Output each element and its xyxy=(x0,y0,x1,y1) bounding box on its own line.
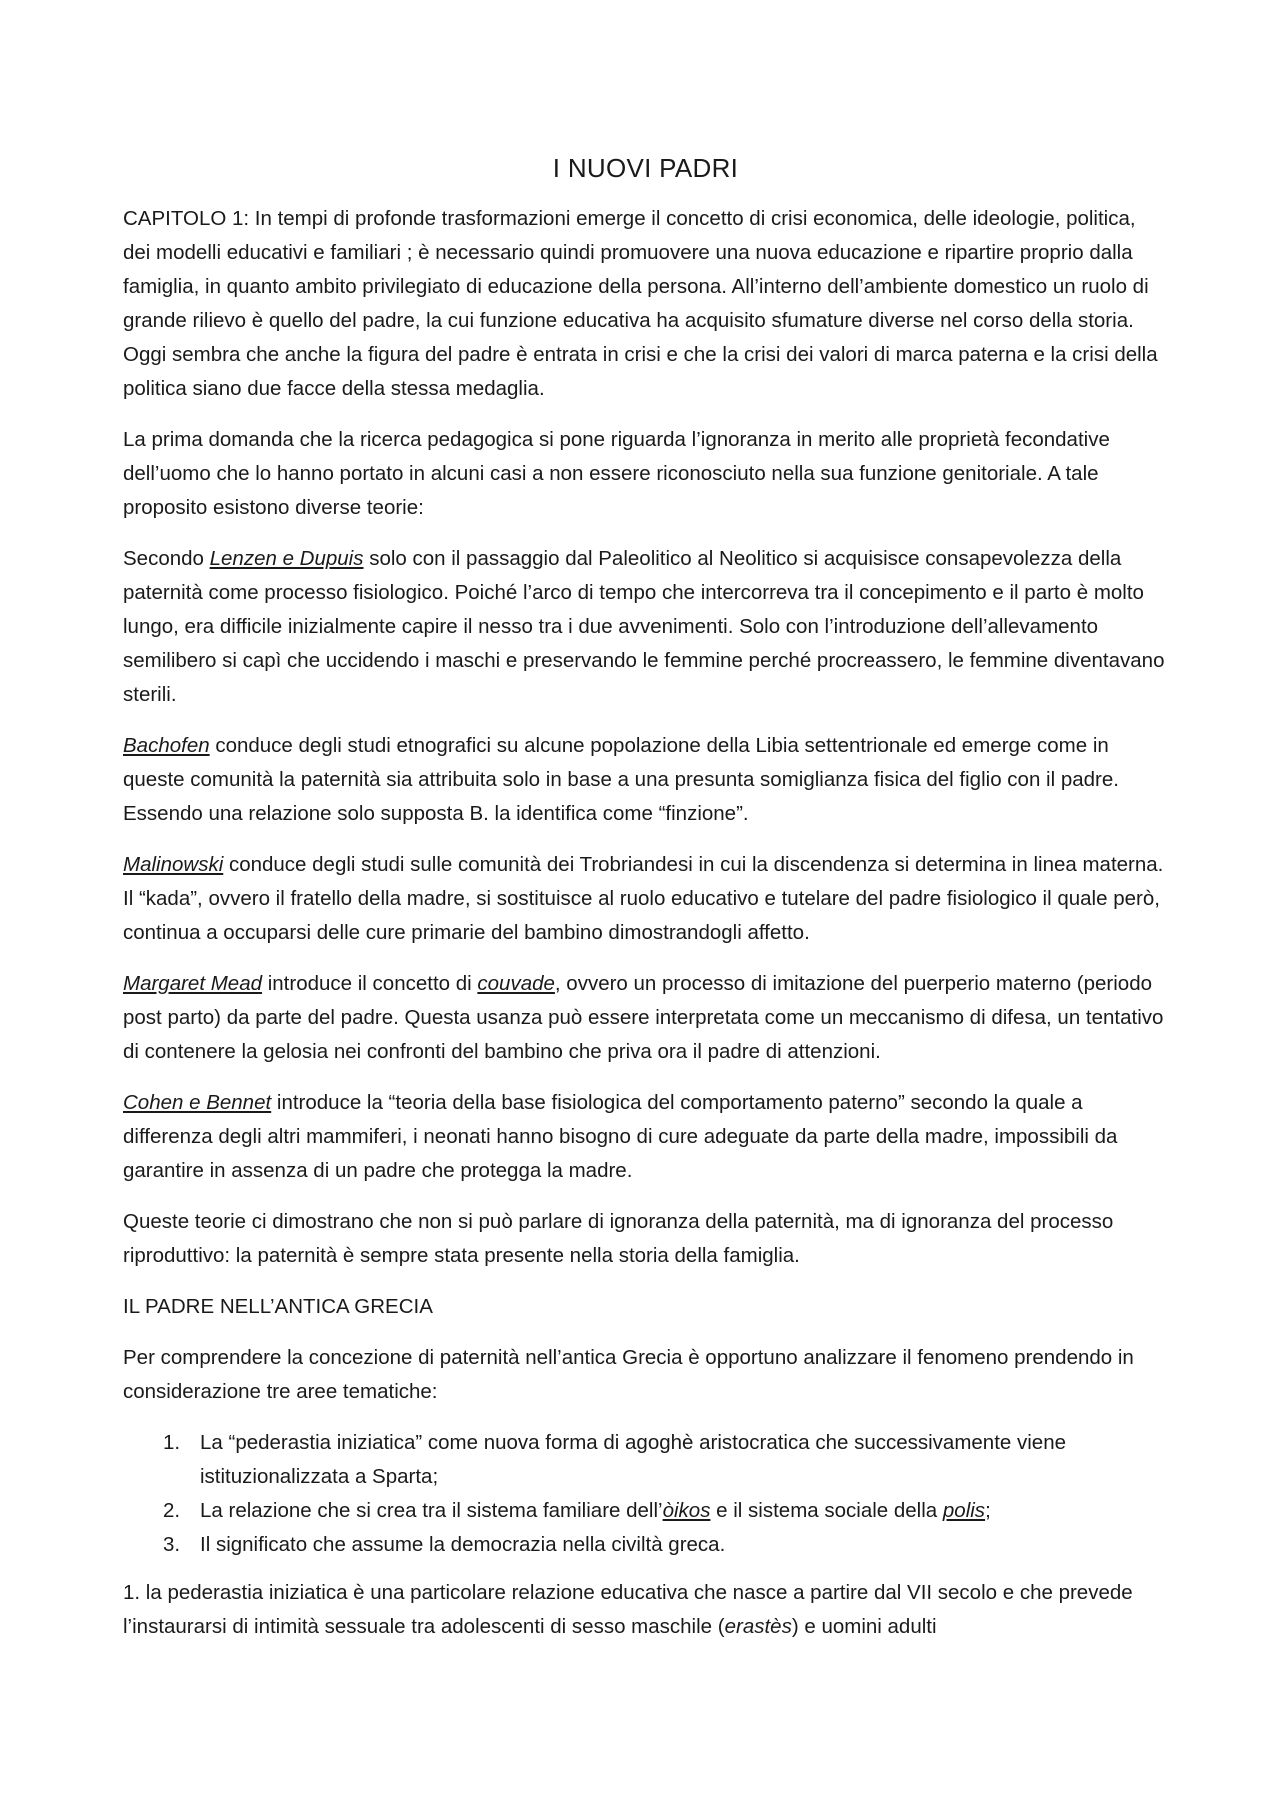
text-segment: La relazione che si crea tra il sistema familiare dell’ xyxy=(200,1499,663,1522)
page-title: I NUOVI PADRI xyxy=(552,153,739,183)
paragraph-chapter-intro: CAPITOLO 1: In tempi di profonde trasformazioni emerge il concetto di crisi economica, delle ideologie, politica, dei modelli educativi e familiari ; è necessario quindi promuovere una nuova educazione e ripartire proprio dalla famiglia, in quanto ambito privilegiato di educazione della persona. All’interno dell’ambiente domestico un ruolo di grande rilievo è quello del padre, la cui funzione educativa ha acquisito sfumature diverse nel corso della storia. Oggi sembra che anche la figura del padre è entrata in crisi e che la crisi dei valori di marca paterna e la crisi della politica siano due facce della stessa medaglia. xyxy=(123,207,1158,400)
list-item-text: La “pederastia iniziatica” come nuova forma di agoghè aristocratica che successivamente viene istituzionalizzata a Sparta; xyxy=(200,1431,1067,1488)
list-number: 2. xyxy=(163,1499,181,1522)
text-segment: ; xyxy=(985,1499,991,1522)
text-segment: , ovvero un processo di imitazione del puerperio materno (periodo post parto) da parte del padre. Questa usanza può essere interpretata come un meccanismo di difesa, un tentativo di contenere la gelosia nei confronti del bambino che priva ora il padre di attenzioni. xyxy=(123,972,1164,1063)
term: polis xyxy=(942,1499,986,1522)
author-name: Cohen e Bennet xyxy=(123,1091,272,1114)
text-segment: solo con il passaggio dal Paleolitico al Neolitico si acquisisce consapevolezza della paternità come processo fisiologico. Poiché l’arco di tempo che intercorreva tra il concepimento e il parto è molto lungo, era difficile inizialmente capire il nesso tra i due avvenimenti. Solo con l’introduzione dell’allevamento semilibero si capì che uccidendo i maschi e preservando le femmine perché procreassero, le femmine diventavano sterili. xyxy=(123,547,1165,706)
document-body xyxy=(123,150,1168,1661)
author-name: Margaret Mead xyxy=(123,972,263,995)
paragraph-margaret-mead xyxy=(123,967,1168,1069)
text-segment: Secondo xyxy=(123,547,210,570)
author-name: Lenzen e Dupuis xyxy=(209,547,364,570)
paragraph-malinowski xyxy=(123,848,1168,950)
list-item xyxy=(123,1528,1168,1562)
section-heading: IL PADRE NELL’ANTICA GRECIA xyxy=(123,1295,433,1318)
paragraph-greece-intro: Per comprendere la concezione di paternità nell’antica Grecia è opportuno analizzare il fenomeno prendendo in considerazione tre aree tematiche: xyxy=(123,1346,1134,1403)
author-name: Bachofen xyxy=(123,734,210,757)
author-name: Malinowski xyxy=(123,853,224,876)
list-number: 3. xyxy=(163,1533,181,1556)
text-segment: introduce il concetto di xyxy=(262,972,478,995)
text-segment: conduce degli studi sulle comunità dei Trobriandesi in cui la discendenza si determina in linea materna. Il “kada”, ovvero il fratello della madre, si sostituisce al ruolo educativo e tutelare del padre fisiologico il quale però, continua a occuparsi delle cure primarie del bambino dimostrandogli affetto. xyxy=(123,853,1164,944)
thematic-list xyxy=(123,1426,1168,1562)
text-segment: introduce la “teoria della base fisiologica del comportamento paterno” secondo la quale a differenza degli altri mammiferi, i neonati hanno bisogno di cure adeguate da parte della madre, impossibili da garantire in assenza di un padre che protegga la madre. xyxy=(123,1091,1118,1182)
list-item xyxy=(123,1494,1168,1528)
text-segment: 1. la pederastia iniziatica è una particolare relazione educativa che nasce a partire dal VII secolo e che prevede l’instaurarsi di intimità sessuale tra adolescenti di sesso maschile ( xyxy=(123,1581,1133,1638)
term: couvade xyxy=(477,972,555,995)
text-segment: e il sistema sociale della xyxy=(710,1499,943,1522)
paragraph-pederastia xyxy=(123,1576,1168,1644)
list-item xyxy=(123,1426,1168,1494)
list-number: 1. xyxy=(163,1431,181,1454)
term: erastès xyxy=(724,1615,792,1638)
text-segment: ) e uomini adulti xyxy=(791,1615,937,1638)
paragraph-cohen-bennet xyxy=(123,1086,1168,1188)
paragraph-lenzen-dupuis xyxy=(123,542,1168,712)
text-segment: conduce degli studi etnografici su alcune popolazione della Libia settentrionale ed emerge come in queste comunità la paternità sia attribuita solo in base a una presunta somiglianza fisica del figlio con il padre. Essendo una relazione solo supposta B. la identifica come “finzione”. xyxy=(123,734,1119,825)
paragraph-bachofen xyxy=(123,729,1168,831)
term: òikos xyxy=(662,1499,711,1522)
paragraph-conclusion: Queste teorie ci dimostrano che non si può parlare di ignoranza della paternità, ma di ignoranza del processo riproduttivo: la paternità è sempre stata presente nella storia della famiglia. xyxy=(123,1210,1114,1267)
paragraph-research-question: La prima domanda che la ricerca pedagogica si pone riguarda l’ignoranza in merito alle proprietà fecondative dell’uomo che lo hanno portato in alcuni casi a non essere riconosciuto nella sua funzione genitoriale. A tale proposito esistono diverse teorie: xyxy=(123,428,1110,519)
list-item-text: Il significato che assume la democrazia nella civiltà greca. xyxy=(200,1533,726,1556)
